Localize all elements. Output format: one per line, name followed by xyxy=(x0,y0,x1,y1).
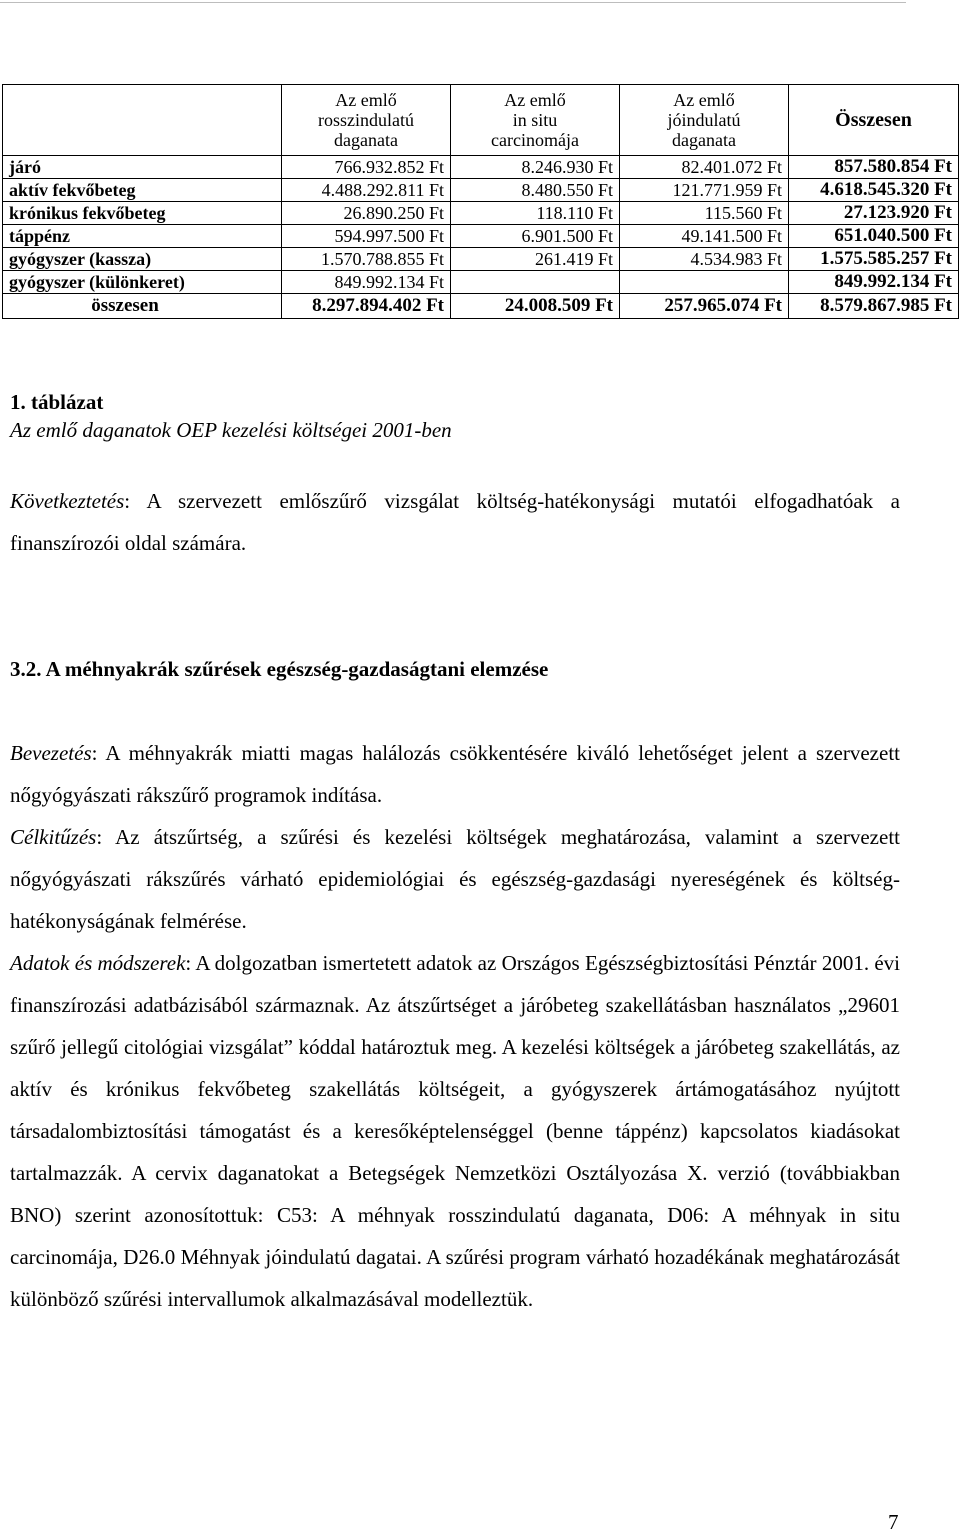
methods-paragraph xyxy=(10,942,900,1320)
cell-total: 651.040.500 Ft xyxy=(789,225,959,248)
header-empty xyxy=(3,85,282,156)
row-label: gyógyszer (különkeret) xyxy=(3,271,282,294)
cell-malignant: 26.890.250 Ft xyxy=(282,202,451,225)
cell-in-situ: 118.110 Ft xyxy=(451,202,620,225)
cell-malignant: 1.570.788.855 Ft xyxy=(282,248,451,271)
sum-benign: 257.965.074 Ft xyxy=(620,294,789,319)
row-label: gyógyszer (kassza) xyxy=(3,248,282,271)
methods-text: : A dolgozatban ismertetett adatok az Országos Egészségbiztosítási Pénztár 2001. évi finanszírozási adatbázisából származnak. Az átszűrtséget a járóbeteg szakellátásban használatos „29601 szűrő jellegű citológiai vizsgálat” kóddal határoztuk meg. A kezelési költségek a járóbeteg szakellátás, az aktív és krónikus fekvőbeteg szakellátás költségeit, a gyógyszerek ártámogatásához nyújtott társadalombiztosítási támogatást és a keresőképtelenséggel (benne táppénz) kapcsolatos kiadásokat tartalmazzák. A cervix daganatokat a Betegségek Nemzetközi Osztályozása X. verzió (továbbiakban BNO) szerint azonosítottuk: C53: A méhnyak rosszindulatú daganata, D06: A méhnyak in situ carcinomája, D26.0 Méhnyak jóindulatú dagatai. A szűrési program várható hozadékának meghatározását különböző szűrési intervallumok alkalmazásával modelleztük. xyxy=(10,951,900,1311)
header-total: Összesen xyxy=(789,85,959,156)
row-label: táppénz xyxy=(3,225,282,248)
cell-in-situ xyxy=(451,271,620,294)
header-malignant: Az emlő rosszindulatú daganata xyxy=(282,85,451,156)
cell-benign: 4.534.983 Ft xyxy=(620,248,789,271)
header-benign: Az emlő jóindulatú daganata xyxy=(620,85,789,156)
table-row xyxy=(3,248,959,271)
table-caption-title: Az emlő daganatok OEP kezelési költségei 2001-ben xyxy=(10,418,452,442)
table-row xyxy=(3,179,959,202)
cell-total: 4.618.545.320 Ft xyxy=(789,179,959,202)
table-header-row xyxy=(3,85,959,156)
cell-in-situ: 6.901.500 Ft xyxy=(451,225,620,248)
sum-in-situ: 24.008.509 Ft xyxy=(451,294,620,319)
cell-malignant: 849.992.134 Ft xyxy=(282,271,451,294)
header-rule xyxy=(0,2,906,3)
table-row xyxy=(3,202,959,225)
cell-total: 27.123.920 Ft xyxy=(789,202,959,225)
conclusion-text: : A szervezett emlőszűrő vizsgálat költség-hatékonysági mutatói elfogadhatóak a finanszírozói oldal számára. xyxy=(10,489,900,555)
sum-label: összesen xyxy=(3,294,282,319)
cell-benign xyxy=(620,271,789,294)
cell-in-situ: 8.246.930 Ft xyxy=(451,156,620,179)
cost-table xyxy=(2,84,959,319)
cell-benign: 115.560 Ft xyxy=(620,202,789,225)
cell-total: 857.580.854 Ft xyxy=(789,156,959,179)
cell-in-situ: 8.480.550 Ft xyxy=(451,179,620,202)
row-label: krónikus fekvőbeteg xyxy=(3,202,282,225)
cell-benign: 82.401.072 Ft xyxy=(620,156,789,179)
header-in-situ: Az emlő in situ carcinomája xyxy=(451,85,620,156)
conclusion-paragraph xyxy=(10,480,900,564)
intro-text: : A méhnyakrák miatti magas halálozás csökkentésére kiváló lehetőséget jelent a szervezett nőgyógyászati rákszűrő programok indítása. xyxy=(10,741,900,807)
cell-in-situ: 261.419 Ft xyxy=(451,248,620,271)
intro-paragraph xyxy=(10,732,900,816)
methods-label: Adatok és módszerek xyxy=(10,951,186,975)
row-label: aktív fekvőbeteg xyxy=(3,179,282,202)
sum-total: 8.579.867.985 Ft xyxy=(789,294,959,319)
aim-paragraph xyxy=(10,816,900,942)
page-number: 7 xyxy=(888,1510,899,1534)
table-sum-row xyxy=(3,294,959,319)
row-label: járó xyxy=(3,156,282,179)
table-row xyxy=(3,271,959,294)
cell-malignant: 4.488.292.811 Ft xyxy=(282,179,451,202)
cell-benign: 49.141.500 Ft xyxy=(620,225,789,248)
cell-benign: 121.771.959 Ft xyxy=(620,179,789,202)
cell-total: 1.575.585.257 Ft xyxy=(789,248,959,271)
section-heading: 3.2. A méhnyakrák szűrések egészség-gazdaságtani elemzése xyxy=(10,657,549,681)
aim-text: : Az átszűrtség, a szűrési és kezelési költségek meghatározása, valamint a szervezett nőgyógyászati rákszűrés várható epidemiológiai és egészség-gazdasági nyereségének és költség-hatékonyságának felmérése. xyxy=(10,825,900,933)
intro-label: Bevezetés xyxy=(10,741,92,765)
table-caption-number: 1. táblázat xyxy=(10,390,104,414)
aim-label: Célkitűzés xyxy=(10,825,97,849)
cell-total: 849.992.134 Ft xyxy=(789,271,959,294)
table-row xyxy=(3,225,959,248)
sum-malignant: 8.297.894.402 Ft xyxy=(282,294,451,319)
cell-malignant: 594.997.500 Ft xyxy=(282,225,451,248)
conclusion-label: Következtetés xyxy=(10,489,125,513)
cell-malignant: 766.932.852 Ft xyxy=(282,156,451,179)
table-row xyxy=(3,156,959,179)
